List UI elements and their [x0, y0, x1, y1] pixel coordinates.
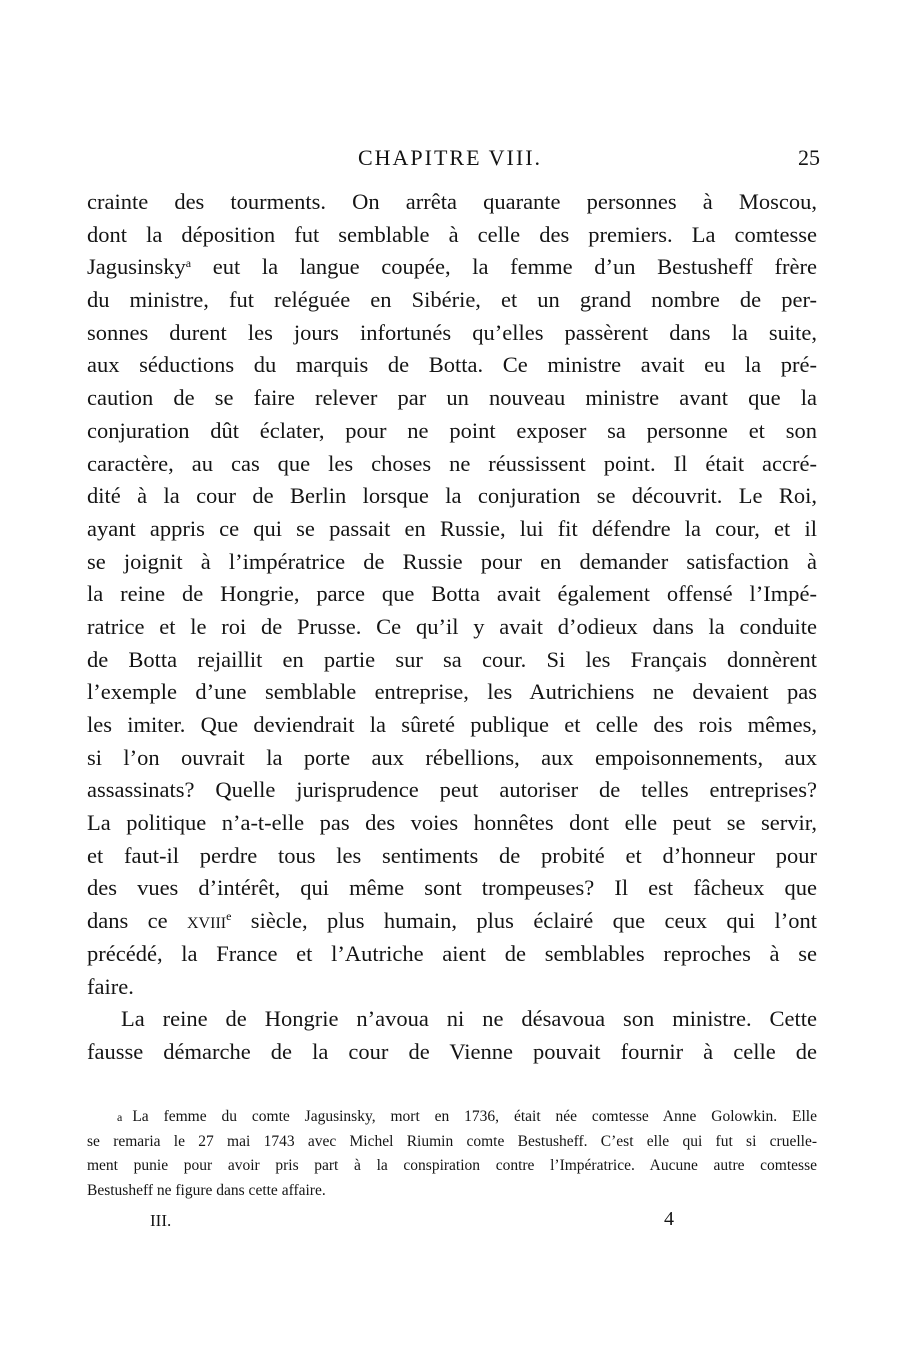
- text-line: dité à la cour de Berlin lorsque la conjuration se découvrit. Le Roi,: [87, 483, 817, 509]
- text-line: la reine de Hongrie, parce que Botta avait également offensé l’Impé-: [87, 581, 817, 607]
- footnote-line-text: La femme du comte Jagusinsky, mort en 1736, était née comtesse Anne Golowkin. Elle: [132, 1108, 817, 1125]
- text-line: [87, 905, 817, 938]
- text-line: se joignit à l’impératrice de Russie pour en demander satisfaction à: [87, 548, 817, 574]
- page-number: 25: [798, 145, 820, 170]
- text-line: des vues d’intérêt, qui même sont trompeuses? Il est fâcheux que: [87, 875, 817, 901]
- text-line: sonnes durent les jours infortunés qu’elles passèrent dans la suite,: [87, 319, 817, 345]
- text-line: conjuration dût éclater, pour ne point exposer sa personne et son: [87, 417, 817, 443]
- text-line: caution de se faire relever par un nouveau ministre avant que la: [87, 385, 817, 411]
- text-line: crainte des tourments. On arrêta quarante personnes à Moscou,: [87, 189, 817, 214]
- footnote-line: se remaria le 27 mai 1743 avec Michel Riumin comte Bestusheff. C’est elle qui fut si cruelle-: [87, 1132, 817, 1150]
- text-line: de Botta rejaillit en partie sur sa cour. Si les Français donnèrent: [87, 646, 817, 672]
- century-numeral: xviii: [187, 908, 227, 934]
- century-superscript: e: [226, 909, 232, 924]
- text-line: assassinats? Quelle jurisprudence peut autoriser de telles entreprises?: [87, 777, 817, 803]
- text-line: du ministre, fut reléguée en Sibérie, et un grand nombre de per-: [87, 287, 817, 313]
- text-line: caractère, au cas que les choses ne réussissent point. Il était accré-: [87, 450, 817, 476]
- text-line: précédé, la France et l’Autriche aient de semblables reproches à se: [87, 940, 817, 966]
- text-line: [87, 251, 817, 284]
- text-line: les imiter. Que deviendrait la sûreté publique et celle des rois mêmes,: [87, 712, 817, 737]
- text-line: La politique n’a-t-elle pas des voies honnêtes dont elle peut se servir,: [87, 810, 817, 836]
- paragraph-start-line: La reine de Hongrie n’avoua ni ne désavoua son ministre. Cette: [121, 1006, 817, 1032]
- text-line-start: dans ce: [87, 908, 168, 934]
- footnote-reference: a: [185, 256, 192, 271]
- text-line: fausse démarche de la cour de Vienne pouvait fournir à celle de: [87, 1038, 817, 1064]
- text-line: ayant appris ce qui se passait en Russie, lui fit défendre la cour, et il: [87, 515, 817, 541]
- text-line: et faut-il perdre tous les sentiments de probité et d’honneur pour: [87, 842, 817, 868]
- footnote: [87, 1105, 817, 1203]
- text-line: faire.: [87, 973, 134, 999]
- text-line-rest: eut la langue coupée, la femme d’un Bestusheff frère: [191, 254, 817, 280]
- text-line: si l’on ouvrait la porte aux rébellions, aux empoisonnements, aux: [87, 744, 817, 770]
- footnote-mark: a: [117, 1110, 123, 1124]
- text-line: aux séductions du marquis de Botta. Ce ministre avait eu la pré-: [87, 352, 817, 378]
- text-line-rest: siècle, plus humain, plus éclairé que ceux qui l’ont: [231, 908, 818, 934]
- footnote-line: Bestusheff ne figure dans cette affaire.: [87, 1181, 326, 1199]
- footnote-line: ment punie pour avoir pris part à la conspiration contre l’Impératrice. Aucune autre comtesse: [87, 1157, 817, 1174]
- text-line-start: Jagusinsky: [87, 254, 186, 280]
- body-text: [87, 186, 817, 1069]
- sheet-signature: 4: [664, 1208, 674, 1230]
- volume-signature: III.: [150, 1211, 172, 1230]
- text-line: ratrice et le roi de Prusse. Ce qu’il y avait d’odieux dans la conduite: [87, 613, 817, 639]
- text-line: dont la déposition fut semblable à celle des premiers. La comtesse: [87, 221, 817, 247]
- running-title: CHAPITRE VIII.: [357, 145, 543, 170]
- footnote-line: [87, 1105, 817, 1130]
- text-line: l’exemple d’une semblable entreprise, les Autrichiens ne devaient pas: [87, 679, 817, 705]
